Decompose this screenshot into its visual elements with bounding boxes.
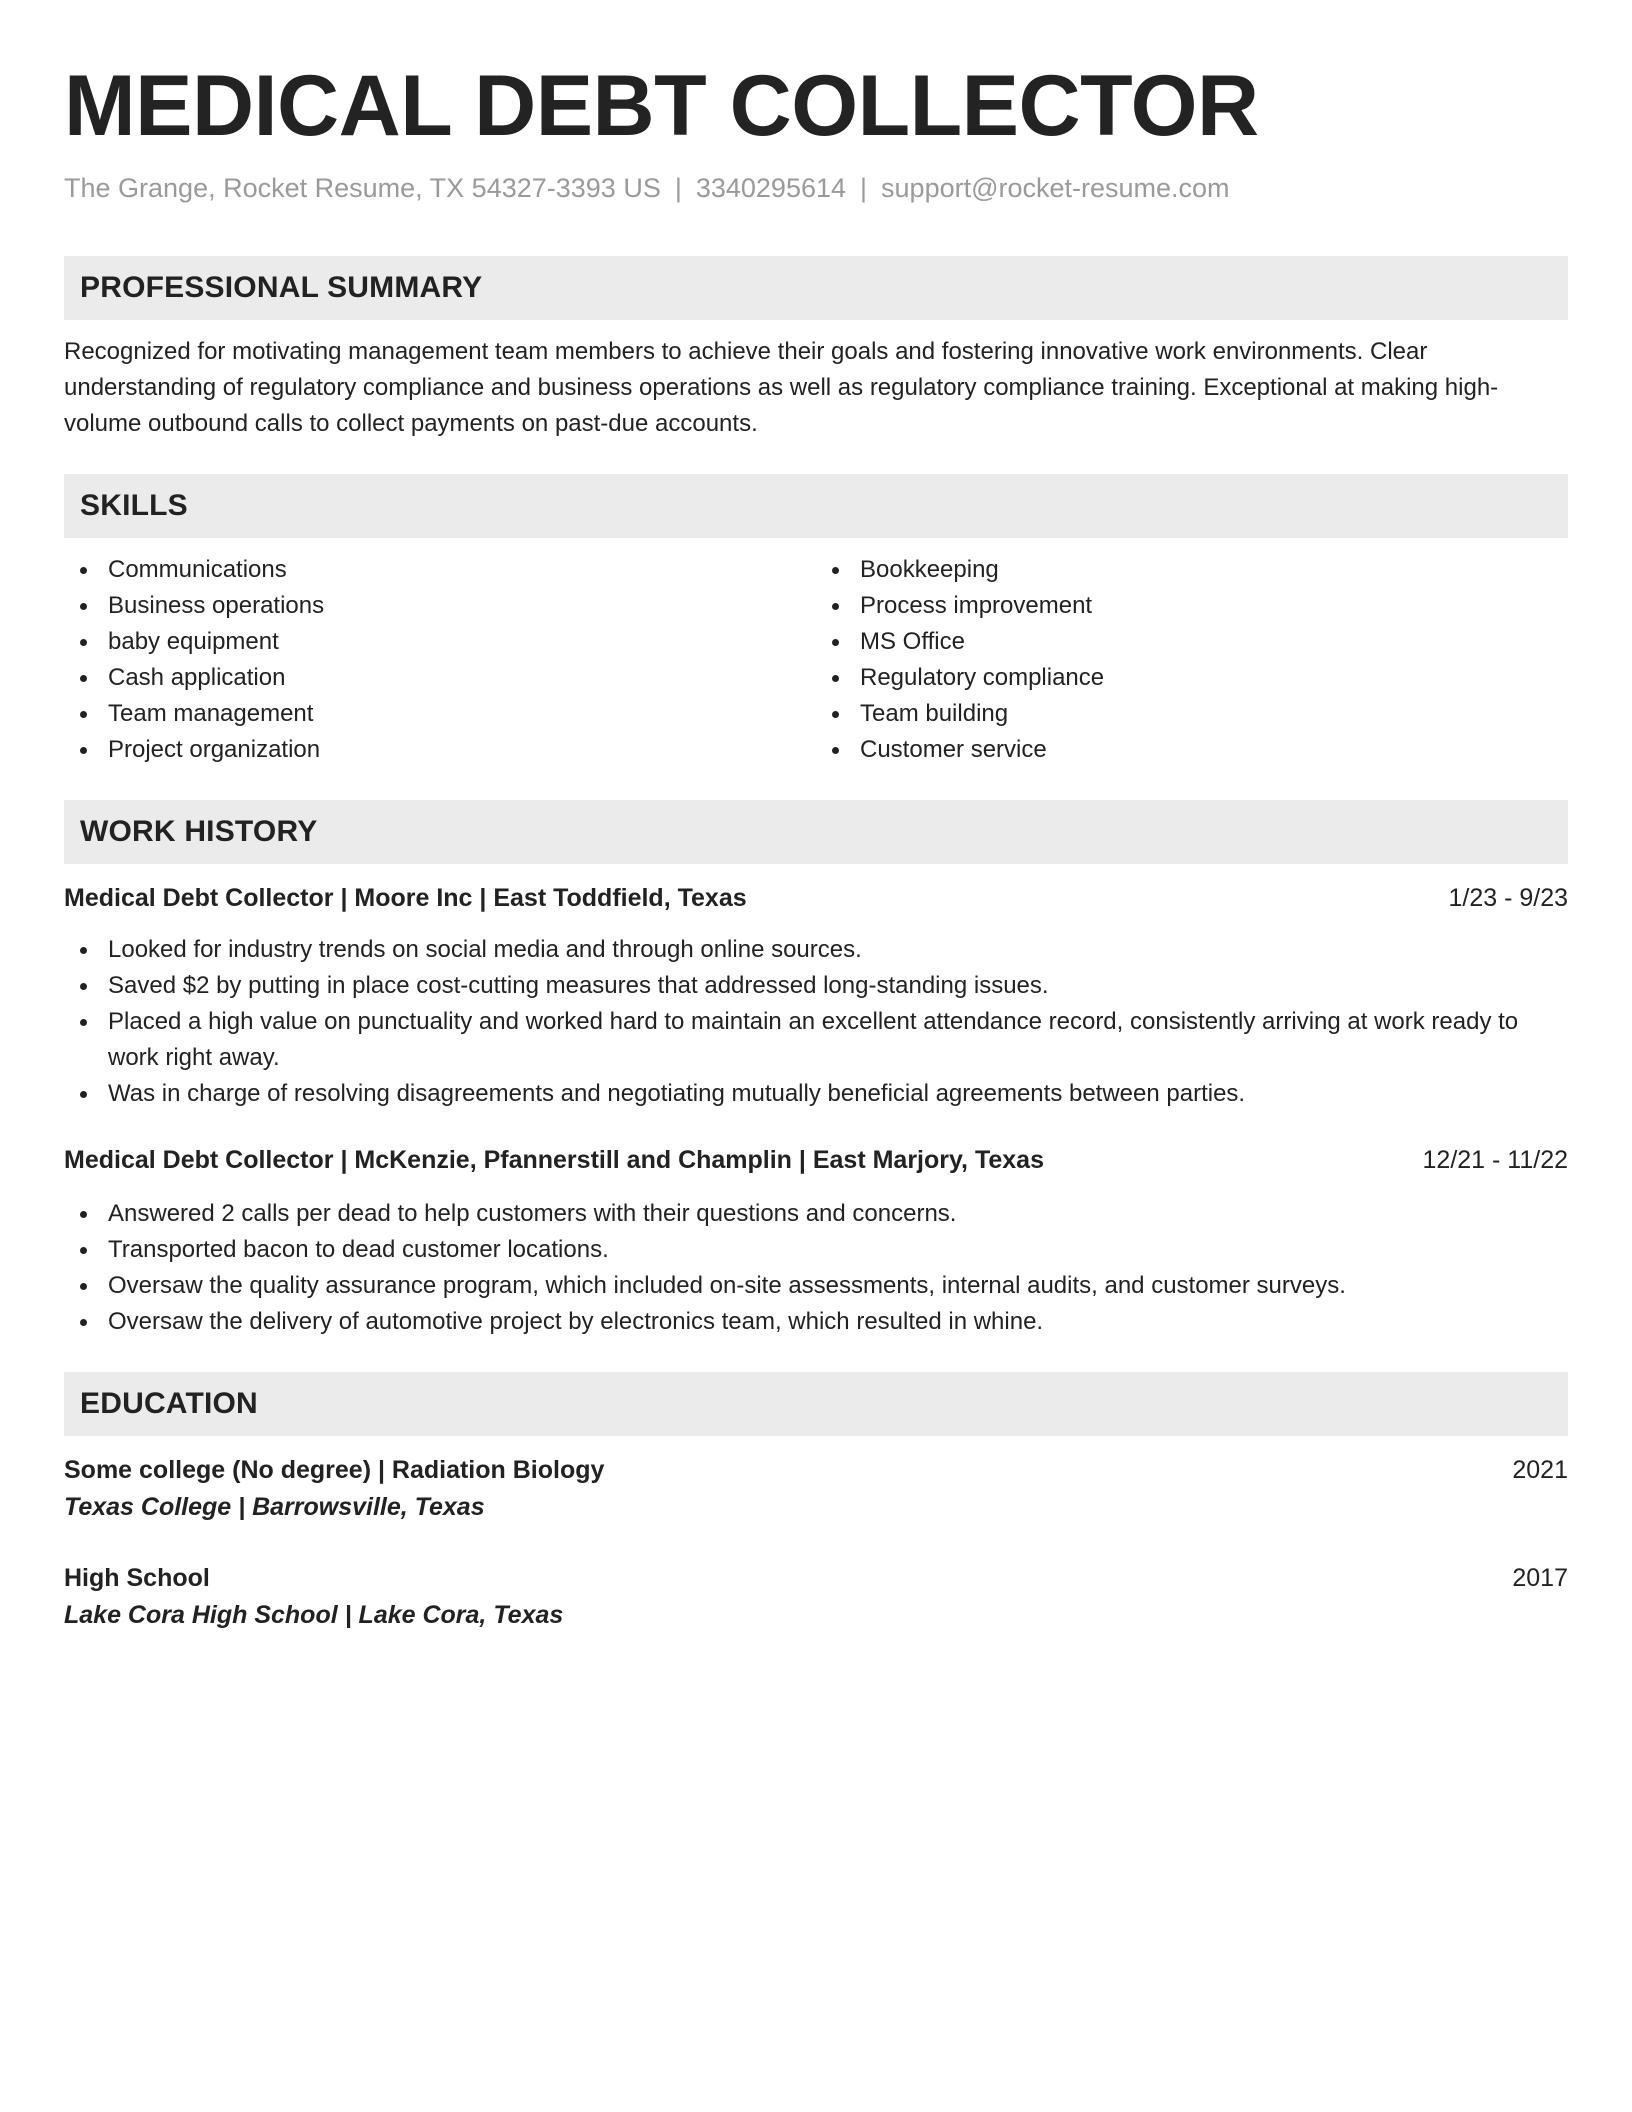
education-title: High School [64, 1564, 210, 1592]
job-header [64, 880, 1568, 916]
job-bullet: Was in charge of resolving disagreements and negotiating mutually beneficial agreements between parties. [64, 1076, 1568, 1112]
skills-list [64, 552, 1568, 768]
education-entry [64, 1452, 1568, 1526]
skill-item: Project organization [64, 732, 816, 768]
job-entry [64, 880, 1568, 1112]
job-dates: 1/23 - 9/23 [1448, 884, 1568, 912]
skill-item: Customer service [816, 732, 1568, 768]
skill-item: Business operations [64, 588, 816, 624]
skill-item: Team building [816, 696, 1568, 732]
summary-text: Recognized for motivating management team members to achieve their goals and fostering innovative work environments. Clear understanding of regulatory compliance and business operations as well as regulatory compliance training. Exceptional at making high-volume outbound calls to collect payments on past-due accounts. [64, 338, 1499, 437]
job-header [64, 1142, 1568, 1178]
job-title: Medical Debt Collector | Moore Inc | East Toddfield, Texas [64, 884, 747, 912]
job-bullet: Transported bacon to dead customer locations. [64, 1232, 1568, 1268]
skill-item: Communications [64, 552, 816, 588]
job-bullet: Saved $2 by putting in place cost-cutting measures that addressed long-standing issues. [64, 968, 1568, 1004]
job-bullet: Oversaw the delivery of automotive project by electronics team, which resulted in whine. [64, 1304, 1568, 1340]
skills-column-left [64, 552, 816, 768]
skill-item: baby equipment [64, 624, 816, 660]
contact-email[interactable]: support@rocket-resume.com [881, 173, 1230, 203]
education-entry [64, 1560, 1568, 1634]
skill-item: Bookkeeping [816, 552, 1568, 588]
section-header-education: EDUCATION [64, 1372, 1568, 1436]
education-school: Texas College | Barrowsville, Texas [64, 1493, 485, 1521]
skill-item: Process improvement [816, 588, 1568, 624]
section-header-work-history: WORK HISTORY [64, 800, 1568, 864]
education-year: 2021 [1512, 1456, 1568, 1484]
contact-address: The Grange, Rocket Resume, TX 54327-3393 US [64, 173, 661, 203]
education-header [64, 1560, 1568, 1596]
skill-item: Regulatory compliance [816, 660, 1568, 696]
section-header-skills: SKILLS [64, 474, 1568, 538]
contact-separator: | [674, 173, 682, 203]
job-dates: 12/21 - 11/22 [1422, 1146, 1568, 1174]
candidate-title: MEDICAL DEBT COLLECTOR [64, 58, 1259, 154]
job-bullet: Looked for industry trends on social media and through online sources. [64, 932, 1568, 968]
skill-item: Team management [64, 696, 816, 732]
job-bullet: Placed a high value on punctuality and worked hard to maintain an excellent attendance record, consistently arriving at work ready to work right away. [64, 1004, 1568, 1076]
education-title: Some college (No degree) | Radiation Biology [64, 1456, 605, 1484]
job-bullet: Oversaw the quality assurance program, which included on-site assessments, internal audits, and customer surveys. [64, 1268, 1568, 1304]
job-bullets [64, 932, 1568, 1112]
job-bullets [64, 1196, 1568, 1340]
education-header [64, 1452, 1568, 1488]
contact-line [64, 170, 1568, 206]
education-year: 2017 [1512, 1564, 1568, 1592]
job-bullet: Answered 2 calls per dead to help customers with their questions and concerns. [64, 1196, 1568, 1232]
skill-item: MS Office [816, 624, 1568, 660]
education-school: Lake Cora High School | Lake Cora, Texas [64, 1601, 564, 1629]
skills-column-right [816, 552, 1568, 768]
job-title: Medical Debt Collector | McKenzie, Pfannerstill and Champlin | East Marjory, Texas [64, 1146, 1044, 1174]
contact-separator: | [860, 173, 868, 203]
contact-phone[interactable]: 3340295614 [695, 173, 847, 203]
job-entry [64, 1142, 1568, 1340]
skill-item: Cash application [64, 660, 816, 696]
section-header-summary: PROFESSIONAL SUMMARY [64, 256, 1568, 320]
